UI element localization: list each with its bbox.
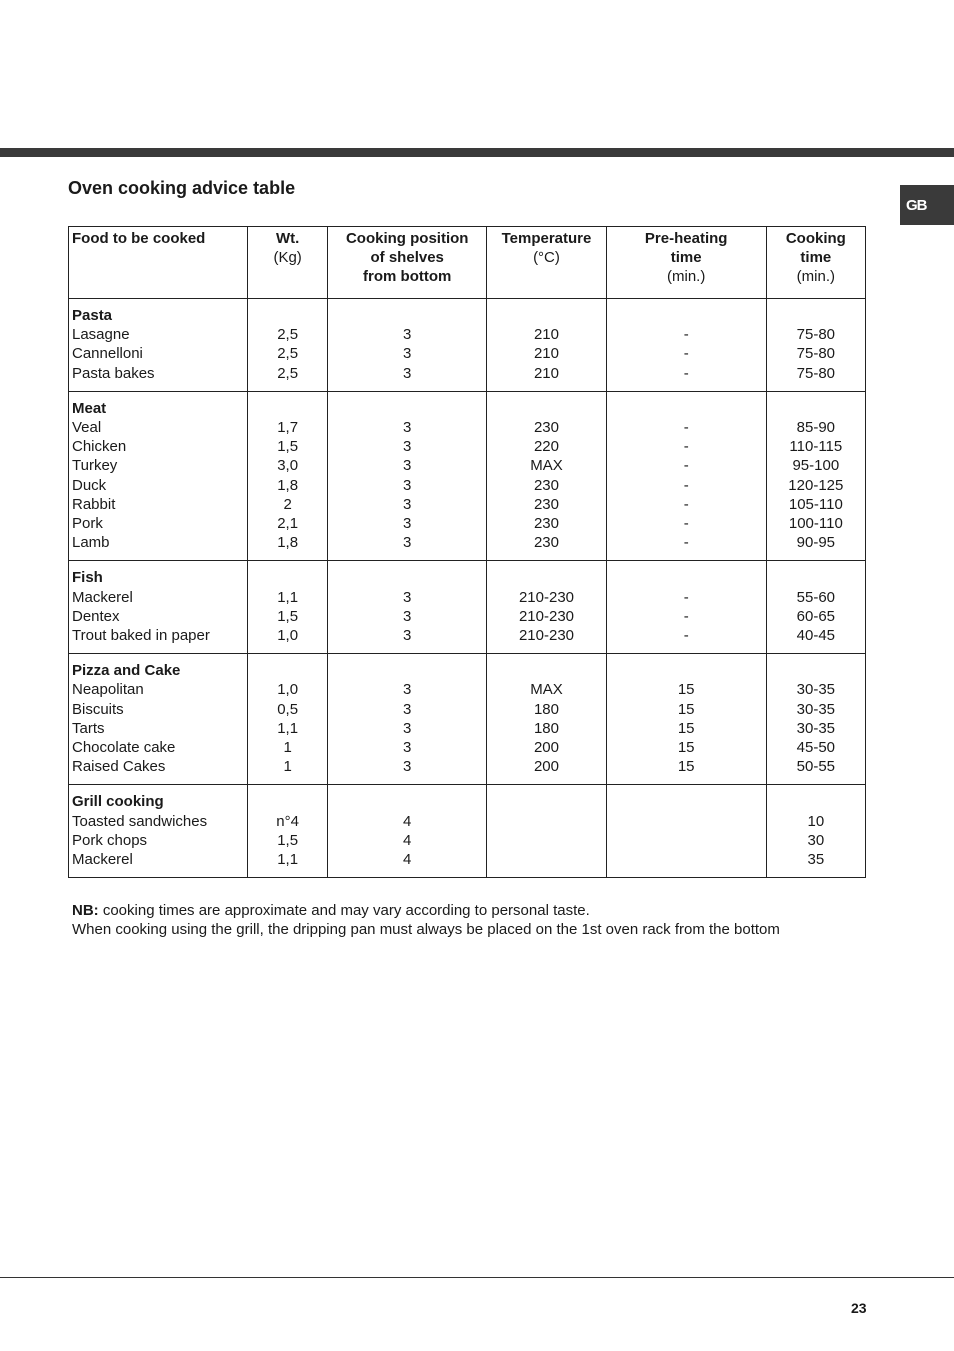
- value-position: 3: [403, 364, 412, 382]
- value-position: 3: [403, 515, 412, 533]
- value-preheat: [607, 831, 766, 850]
- value-temperature: [487, 831, 605, 850]
- value-cooking-time: 55-60: [796, 588, 836, 606]
- value-temperature: 180: [533, 700, 559, 718]
- spacer: [487, 399, 605, 418]
- value-position: 3: [403, 719, 412, 737]
- cell-preheat: [606, 561, 766, 654]
- table-body: [69, 299, 866, 878]
- value-preheat: -: [683, 588, 689, 606]
- cell-weight: [248, 785, 328, 878]
- spacer: [607, 568, 766, 587]
- value-temperature: [487, 850, 605, 869]
- header-preheating-time: Pre-heating time (min.): [606, 227, 766, 299]
- value-temperature: 230: [533, 419, 559, 436]
- value-food: Pork chops: [72, 831, 148, 849]
- cell-position: [328, 785, 487, 878]
- value-food: Mackerel: [72, 588, 133, 606]
- value-position: 3: [403, 758, 412, 776]
- value-cooking-time: 75-80: [796, 326, 836, 344]
- spacer: [767, 399, 865, 418]
- nb-label: NB:: [72, 902, 99, 919]
- spacer: [248, 306, 327, 325]
- value-weight: 1,1: [277, 851, 299, 869]
- value-food: Raised Cakes: [72, 758, 166, 776]
- note-text-1: cooking times are approximate and may vary according to personal taste.: [102, 902, 590, 919]
- value-weight: 1,5: [277, 831, 299, 849]
- cell-food: [69, 299, 248, 392]
- value-weight: 1,7: [277, 419, 299, 436]
- cell-preheat: [606, 785, 766, 878]
- value-temperature: MAX: [530, 681, 563, 699]
- cell-temperature: [487, 561, 606, 654]
- value-cooking-time: 40-45: [796, 627, 836, 645]
- value-position: 4: [403, 812, 412, 830]
- spacer: [767, 792, 865, 811]
- value-cooking-time: 35: [807, 851, 825, 869]
- value-preheat: -: [683, 345, 689, 363]
- cell-food: [69, 391, 248, 561]
- spacer: [328, 661, 486, 680]
- spacer: [328, 399, 486, 418]
- value-position: 3: [403, 457, 412, 475]
- value-preheat: -: [683, 457, 689, 475]
- table-group-row: [69, 785, 866, 878]
- value-temperature: 230: [533, 515, 559, 533]
- spacer: [487, 792, 605, 811]
- value-food: Tarts: [72, 719, 105, 737]
- value-cooking-time: 10: [807, 812, 825, 830]
- table-group-row: [69, 299, 866, 392]
- value-weight: 1,1: [277, 719, 299, 737]
- value-position: 3: [403, 607, 412, 625]
- value-position: 3: [403, 495, 412, 513]
- category-label: Pasta: [72, 307, 113, 324]
- spacer: [248, 792, 327, 811]
- cell-position: [328, 391, 487, 561]
- value-food: Chicken: [72, 438, 127, 456]
- spacer: [607, 306, 766, 325]
- value-food: Veal: [72, 419, 102, 437]
- value-food: Pork: [72, 515, 103, 533]
- cell-cooking-time: [766, 299, 865, 392]
- value-temperature: 180: [533, 719, 559, 737]
- value-temperature: 210-230: [518, 588, 575, 606]
- value-food: Toasted sandwiches: [72, 812, 208, 830]
- value-weight: n°4: [276, 812, 299, 830]
- value-position: 3: [403, 326, 412, 344]
- value-cooking-time: 60-65: [796, 607, 836, 625]
- value-temperature: 200: [533, 739, 559, 757]
- value-temperature: 210: [533, 345, 559, 363]
- value-food: Lamb: [72, 534, 110, 552]
- top-header-bar: [0, 148, 954, 157]
- value-position: 3: [403, 681, 412, 699]
- page-number: 23: [851, 1300, 867, 1316]
- spacer: [248, 661, 327, 680]
- value-preheat: -: [683, 607, 689, 625]
- table-group-row: [69, 654, 866, 785]
- value-temperature: MAX: [530, 457, 563, 475]
- value-position: 3: [403, 588, 412, 606]
- spacer: [487, 568, 605, 587]
- value-position: 3: [403, 419, 412, 436]
- value-weight: 0,5: [277, 700, 299, 718]
- table-group-row: [69, 561, 866, 654]
- cell-temperature: [487, 785, 606, 878]
- value-preheat: 15: [677, 739, 695, 757]
- value-food: Mackerel: [72, 851, 133, 869]
- spacer: [328, 792, 486, 811]
- value-temperature: 220: [533, 438, 559, 456]
- value-position: 3: [403, 438, 412, 456]
- spacer: [248, 568, 327, 587]
- value-food: Turkey: [72, 457, 118, 475]
- value-weight: 1,8: [277, 534, 299, 552]
- value-preheat: 15: [677, 700, 695, 718]
- cell-cooking-time: [766, 561, 865, 654]
- value-position: 3: [403, 476, 412, 494]
- language-tab: GB: [900, 185, 954, 225]
- value-preheat: -: [683, 534, 689, 552]
- value-preheat: -: [683, 326, 689, 344]
- value-weight: 2,5: [277, 364, 299, 382]
- spacer: [767, 661, 865, 680]
- value-weight: 2: [283, 495, 292, 513]
- cell-temperature: [487, 299, 606, 392]
- cell-food: [69, 654, 248, 785]
- value-temperature: 200: [533, 758, 559, 776]
- cell-position: [328, 561, 487, 654]
- value-temperature: 210-230: [518, 627, 575, 645]
- cell-cooking-time: [766, 785, 865, 878]
- value-cooking-time: 30-35: [796, 719, 836, 737]
- cell-food: [69, 785, 248, 878]
- value-cooking-time: 30-35: [796, 681, 836, 699]
- value-food: Chocolate cake: [72, 739, 176, 757]
- spacer: [248, 399, 327, 418]
- value-temperature: 230: [533, 534, 559, 552]
- cell-cooking-time: [766, 391, 865, 561]
- value-preheat: -: [683, 438, 689, 456]
- value-preheat: -: [683, 495, 689, 513]
- value-cooking-time: 75-80: [796, 345, 836, 363]
- value-cooking-time: 85-90: [796, 419, 836, 436]
- value-cooking-time: 45-50: [796, 739, 836, 757]
- value-temperature: 210: [533, 364, 559, 382]
- value-temperature: 210: [533, 326, 559, 344]
- value-preheat: -: [683, 364, 689, 382]
- header-cooking-time: Cooking time (min.): [766, 227, 865, 299]
- value-temperature: [487, 812, 605, 831]
- header-cooking-position: Cooking position of shelves from bottom: [328, 227, 487, 299]
- header-weight: Wt. (Kg): [248, 227, 328, 299]
- value-cooking-time: 50-55: [796, 758, 836, 776]
- cell-preheat: [606, 391, 766, 561]
- bottom-divider: [0, 1277, 954, 1278]
- value-food: Biscuits: [72, 700, 124, 718]
- cell-preheat: [606, 299, 766, 392]
- value-food: Rabbit: [72, 495, 116, 513]
- cell-food: [69, 561, 248, 654]
- value-preheat: [607, 850, 766, 869]
- value-position: 3: [403, 700, 412, 718]
- cell-position: [328, 654, 487, 785]
- header-temperature: Temperature (°C): [487, 227, 606, 299]
- cell-preheat: [606, 654, 766, 785]
- value-preheat: 15: [677, 758, 695, 776]
- value-temperature: 230: [533, 495, 559, 513]
- table-header-row: [69, 227, 866, 299]
- category-label: Meat: [72, 399, 107, 417]
- value-food: Cannelloni: [72, 345, 143, 363]
- value-cooking-time: 120-125: [788, 476, 844, 494]
- value-cooking-time: 90-95: [796, 534, 836, 552]
- value-weight: 2,1: [277, 515, 299, 533]
- value-position: 4: [403, 851, 412, 869]
- value-cooking-time: 30-35: [796, 700, 836, 718]
- value-weight: 2,5: [277, 345, 299, 363]
- cell-weight: [248, 561, 328, 654]
- value-weight: 1,5: [277, 438, 299, 456]
- value-preheat: 15: [677, 719, 695, 737]
- spacer: [328, 568, 486, 587]
- value-food: Lasagne: [72, 326, 130, 344]
- spacer: [607, 661, 766, 680]
- value-preheat: -: [683, 476, 689, 494]
- value-position: 3: [403, 627, 412, 645]
- category-label: Fish: [72, 569, 103, 587]
- cell-temperature: [487, 654, 606, 785]
- value-position: 3: [403, 534, 412, 552]
- cell-temperature: [487, 391, 606, 561]
- value-food: Pasta bakes: [72, 364, 155, 382]
- cell-weight: [248, 654, 328, 785]
- page-title: Oven cooking advice table: [68, 178, 296, 198]
- value-temperature: 210-230: [518, 607, 575, 625]
- spacer: [607, 792, 766, 811]
- oven-cooking-advice-table: [68, 226, 866, 878]
- value-cooking-time: 105-110: [788, 495, 843, 513]
- header-food: Food to be cooked: [69, 227, 248, 299]
- cell-weight: [248, 299, 328, 392]
- category-label: Pizza and Cake: [72, 662, 181, 680]
- note-line-2: When cooking using the grill, the dripping pan must always be placed on the 1st oven rack from the bottom: [72, 921, 780, 938]
- value-weight: 1,5: [277, 607, 299, 625]
- value-preheat: [607, 812, 766, 831]
- value-cooking-time: 95-100: [792, 457, 840, 475]
- value-weight: 3,0: [277, 457, 299, 475]
- cell-cooking-time: [766, 654, 865, 785]
- value-weight: 1: [283, 739, 292, 757]
- spacer: [767, 568, 865, 587]
- value-weight: 1,8: [277, 476, 299, 494]
- value-food: Neapolitan: [72, 681, 144, 699]
- spacer: [607, 399, 766, 418]
- category-label: Grill cooking: [72, 793, 164, 811]
- value-position: 4: [403, 831, 412, 849]
- value-preheat: -: [683, 515, 689, 533]
- cell-position: [328, 299, 487, 392]
- spacer: [328, 306, 486, 325]
- value-weight: 2,5: [277, 326, 299, 344]
- value-preheat: -: [683, 627, 689, 645]
- value-cooking-time: 110-115: [789, 438, 843, 456]
- value-cooking-time: 100-110: [788, 515, 843, 533]
- value-cooking-time: 75-80: [796, 364, 836, 382]
- value-preheat: 15: [677, 681, 695, 699]
- value-cooking-time: 30: [807, 831, 825, 849]
- table-group-row: [69, 391, 866, 561]
- spacer: [767, 306, 865, 325]
- value-weight: 1,1: [277, 588, 299, 606]
- value-preheat: -: [683, 419, 689, 436]
- value-weight: 1,0: [277, 627, 299, 645]
- value-weight: 1,0: [277, 681, 299, 699]
- notes: [72, 901, 780, 939]
- value-food: Duck: [72, 476, 107, 494]
- value-position: 3: [403, 345, 412, 363]
- value-position: 3: [403, 739, 412, 757]
- value-weight: 1: [283, 758, 292, 776]
- value-temperature: 230: [533, 476, 559, 494]
- spacer: [487, 306, 605, 325]
- cell-weight: [248, 391, 328, 561]
- note-line-1: [72, 901, 780, 920]
- value-food: Dentex: [72, 607, 120, 625]
- value-food: Trout baked in paper: [72, 627, 210, 645]
- spacer: [487, 661, 605, 680]
